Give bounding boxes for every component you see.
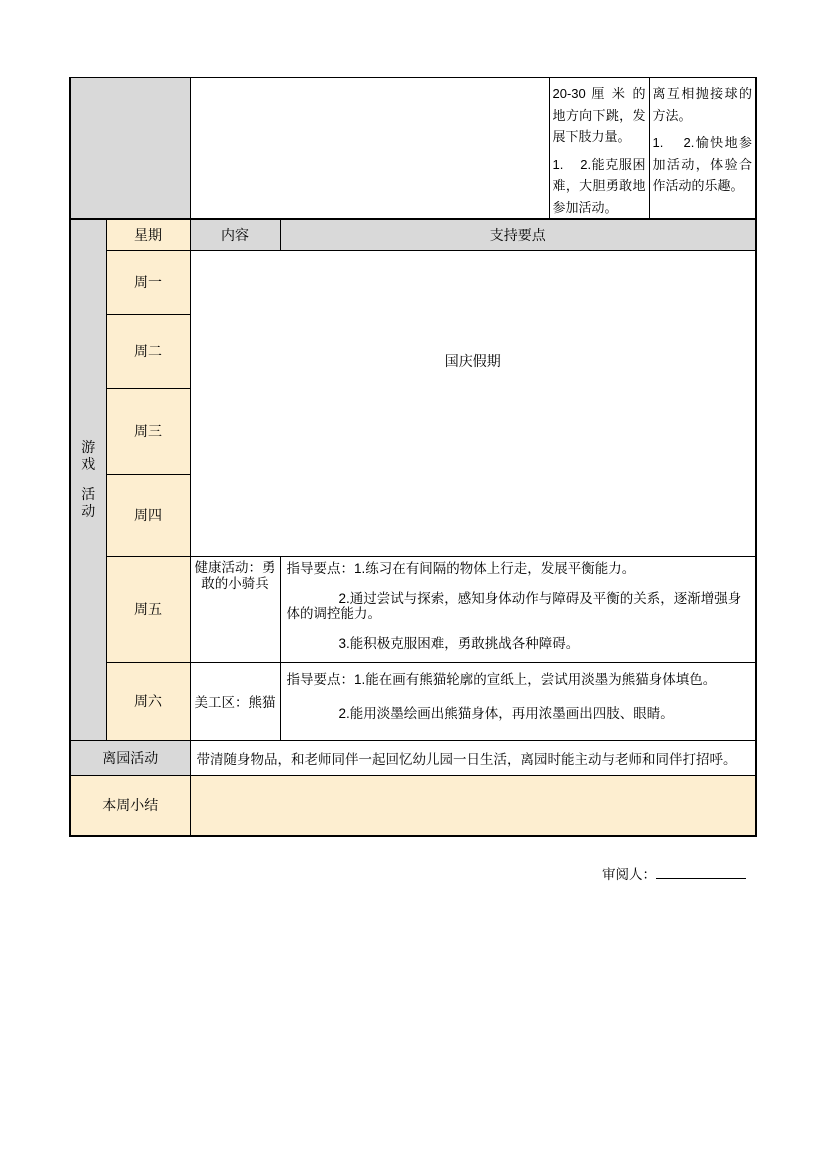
holiday-merged-cell: 国庆假期 — [190, 250, 756, 556]
continuation-empty-cell — [190, 78, 549, 225]
day-cell-thursday: 周四 — [106, 474, 190, 556]
note-2-paragraph-1: 离互相抛接球的方法。 — [652, 86, 752, 123]
saturday-points-cell — [280, 662, 756, 740]
friday-content-cell: 健康活动：勇敢的小骑兵 — [190, 556, 280, 662]
day-cell-saturday: 周六 — [106, 662, 190, 740]
section-label-top: 游戏 — [81, 439, 96, 473]
friday-point-1: 指导要点：1.练习在有间隔的物体上行走，发展平衡能力。 — [286, 560, 636, 576]
continuation-note-2 — [649, 78, 756, 225]
section-label-gap — [80, 473, 96, 486]
weekly-summary-label: 本周小结 — [70, 775, 190, 836]
day-cell-friday: 周五 — [106, 556, 190, 662]
day-cell-tuesday: 周二 — [106, 314, 190, 388]
note-1-paragraph-1: 20-30 厘 米 的地方向下跳，发展下肢力量。 — [552, 86, 646, 144]
leave-activity-content: 带清随身物品，和老师同伴一起回忆幼儿园一日生活，离园时能主动与老师和同伴打招呼。 — [190, 740, 756, 775]
friday-point-3: 3.能积极克服困难，勇敢挑战各种障碍。 — [338, 635, 580, 651]
header-content: 内容 — [190, 219, 280, 250]
friday-points-cell — [280, 556, 756, 662]
continuation-left-gray-cell — [70, 78, 190, 225]
saturday-point-1: 指导要点：1.能在画有熊猫轮廓的宣纸上，尝试用淡墨为熊猫身体填色。 — [286, 671, 717, 687]
reviewer-label: 审阅人： — [602, 867, 656, 882]
section-label-game-activity — [70, 219, 106, 740]
weekly-summary-content — [190, 775, 756, 836]
continuation-table — [69, 77, 757, 225]
day-cell-monday: 周一 — [106, 250, 190, 314]
saturday-point-2: 2.能用淡墨绘画出熊猫身体，再用浓墨画出四肢、眼睛。 — [338, 705, 674, 721]
note-2-paragraph-2: 1. 2.愉快地参加活动，体验合作活动的乐趣。 — [652, 135, 752, 193]
section-label-text — [80, 439, 96, 520]
header-points: 支持要点 — [280, 219, 756, 250]
reviewer-row — [602, 863, 746, 883]
header-week: 星期 — [106, 219, 190, 250]
reviewer-signature-line — [656, 866, 746, 879]
section-label-bottom: 活动 — [81, 486, 96, 520]
weekly-plan-table — [69, 218, 757, 837]
continuation-note-1 — [549, 78, 649, 225]
saturday-content-cell: 美工区：熊猫 — [190, 662, 280, 740]
day-cell-wednesday: 周三 — [106, 388, 190, 474]
note-1-paragraph-2: 1. 2.能克服困难，大胆勇敢地参加活动。 — [552, 156, 646, 215]
friday-point-2: 2.通过尝试与探索，感知身体动作与障碍及平衡的关系，逐渐增强身体的调控能力。 — [286, 590, 742, 621]
leave-activity-label: 离园活动 — [70, 740, 190, 775]
